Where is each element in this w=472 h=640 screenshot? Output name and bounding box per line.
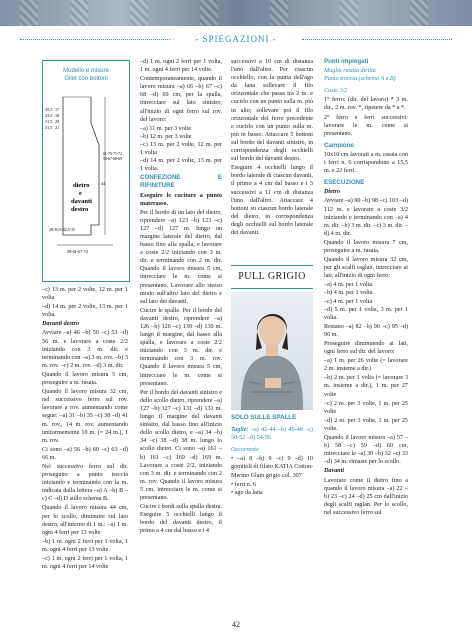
piece-label-2: e — [79, 190, 82, 197]
piece-label-4: destro — [71, 206, 89, 213]
knit-texture-band — [0, 0, 472, 26]
column-1: –c) 13 m. per 2 volte, 12 m. per 1 volta –d) 14 m. per 2 volte, 13 m. per 1 volta. Davanti destro Avviare –a) 46 –b) 50 –c) 53 –d) 56 m. e lavorare a coste 2/2 iniziando con 3 m. dir. e terminando con –a) 3 m. rov. –b) 3 m. rov. –c) 2 m. rov. –d) 3 m. dir. Quando il lavoro misura 5 cm, proseguire a m. rasata. Quando il lavoro misura 32 cm, nel successivo ferro sul rov. lavorare a rov. aumentando come segue: –a) 31 –b) 35 –c) 38 –d) 41 m. rov., 14 m. rov. aumentando uniformemente 10 m. (= 24 m.), 1 m. rov. Ci sono –a) 56 –b) 60 –c) 63 –d) 66 m. Nel successivo ferro sul dir. proseguire a punto treccia iniziando e terminando con la m. indicata dalla lettera –a) A –b) B –c) C –d) D sullo schema B. Quando il lavoro misura 44 cm, per lo scollo, diminuire sul lato destro, all'interno di 1 m.: –a) 1 m. ogni 4 ferri per 13 volte –b) 1 m. ogni 2 ferri per 1 volta, 1 m. ogni 4 ferri per 13 volte –c) 1 m. ogni 2 ferri per 1 volta, 1 m. ogni 4 ferri per 14 volte — [42, 287, 128, 571]
dim-left-1b: 17 — [55, 107, 60, 112]
dim-right-1: 61-70-71-72 — [103, 152, 122, 156]
schematic-diagram — [42, 60, 130, 282]
column-3-specs: SOLO SULLE SPALLE Taglie: –a) 42-44 –b) 46-48 –c) 50-52 –d) 54-56 Occorrente • –a) 8 –b) 9 –c) 9 –d) 10 gomitoli di filato KATIA Cotton-Merino Glam grigio col. 307 • ferri n. 6 • ago da lana — [231, 414, 313, 496]
dim-bottom: 58-61-67-72 — [67, 249, 88, 254]
dim-side: 44 — [101, 181, 106, 186]
diagram-title: Modello e misure Gilet con bottoni — [63, 68, 109, 82]
dim-left-3: 31,5 — [45, 119, 53, 124]
back-outline — [63, 97, 99, 235]
section-header: - SPIEGAZIONI - — [0, 34, 472, 44]
subheading-confezione: CONFEZIONE E RIFINITURE — [140, 174, 222, 190]
page-number: 42 — [232, 620, 240, 629]
column-3: successivi a 10 cm di distanza l'uno dall'altro. Per ciascun occhiello, con la punta dell'ago da lana sollevare il filo orizzontale che passa tra 2 m. e cucirlo con un punto sulla m. più in alto; sollevare poi il filo orizzontale del ferro precedente e cucirlo con un punto sulla m. più in basso. Attaccare 5 bottoni sul bordo del davanti sinistro, in corrispondenza degli occhielli sul bordo del davanti destro. Eseguire 4 occhielli lungo il bordo laterale di ciascun davanti, il primo a 4 cm dal basso e i 3 successivi a 11 cm di distanza l'uno dall'altro. Attaccare 4 bottoni su ciascun bordo laterale del dietro, in corrispondenza degli occhielli sul bordo laterale dei davanti. — [231, 59, 313, 236]
dim-left-4: 31,5 — [45, 125, 53, 130]
dim-left-4b: 21 — [55, 125, 60, 130]
garment-shape — [43, 85, 129, 280]
piece-label-3: davanti — [71, 198, 92, 205]
model-illustration — [231, 292, 313, 410]
column-4: Punti impiegati Maglia rasata diritta Punto treccia (schema A e B) Coste 3/2 1° ferro: (dir. del lavoro) * 3 m. dir., 2 m. rov. *, ripetere da * a *. 2° ferro e ferri successivi: lavorare le m. come si presentano. Campione 10x10 cm lavorati a m. rasata con i ferri n. 6 corrispondono a 15,5 m. e 22 ferri. ESECUZIONE Dietro Avviare –a) 90 –b) 98 –c) 103 –d) 112 m. e lavorare a coste 3/2 iniziando e terminando con –a) 4 m. dir. –b) 3 m. dir. –c) 3 m. dir. –d) 4 m. dir. Quando il lavoro misura 7 cm, proseguire a m. rasata. Quando il lavoro misura 32 cm, per gli scalfi raglan, intrecciare ai lati, all'inizio di ogni ferro: –a) 4 m. per 1 volta –b) 4 m. per 1 volta –c) 4 m. per 1 volta –d) 5 m. per 1 volta, 3 m. per 1 volta. Restano –a) 82 –b) 90 –c) 95 –d) 96 m. Proseguire diminuendo ai lati, ogni ferro sul dir. del lavoro: –a) 1 m. per 26 volte (= lavorare 2 m. insieme a dir.) –b) 2 m. per 1 volta (= lavorare 3 m. insieme a dir.), 1 m. per 27 volte –c) 2 m. per 3 volte, 1 m. per 25 volte –d) 2 m. per 3 volte, 1 m. per 25 volte. Quando il lavoro misura –a) 57 –b) 58 –c) 59 –d) 60 cm, intrecciare le –a) 30 –b) 32 –c) 33 –d) 34 m. rimaste per lo scollo. Davanti Lavorare come il dietro fino a quando il lavoro misura –a) 22 –b) 23 –c) 24 –d) 25 cm dall'inizio degli scalfi raglan. Per lo scollo, nel successivo ferro sul — [324, 58, 408, 516]
subheading-davanti-destro: Davanti destro — [42, 321, 80, 328]
column-2: –d) 1 m. ogni 2 ferri per 1 volta, 1 m. ogni 4 ferri per 14 volte. Contemporaneamente, quando il lavoro misura –a) 66 –b) 67 –c) 68 –d) 69 cm, per la spalla, intrecciare sul lato sinistro, all'inizio di ogni ferro sul rov. del lavoro: –a) 11 m. per 3 volte –b) 12 m. per 3 volte –c) 13 m. per 2 volte, 12 m. per 1 volta –d) 14 m. per 2 volte, 13 m. per 1 volta. CONFEZIONE E RIFINITURE Eseguire le cuciture a punto materasso. Per il bordo di un lato del dietro, riprendere –a) 123 –b) 123 –c) 127 –d) 127 m. lungo un margine laterale del dietro, dal basso fino alla spalla, e lavorare a coste 2/2 iniziando con 3 m. dir. e terminando con 2 m. dir. Quando il lavoro misura 5 cm, intrecciare le m. come si presentano. Lavorare allo stesso modo sull'altro lato del dietro e sul lato dei davanti. Cucire le spalle. Per il bordo del davanti destro, riprendere –a) 126 –b) 126 –c) 130 –d) 130 m. lungo il margine, dal basso alla spalla, e lavorare a coste 2/2 iniziando con 3 m. dir. e terminando con 3 m. rov. Quando il lavoro misura 5 cm, intrecciare le m. come si presentano. Per il bordo del davanti sinistro e dello scollo dietro, riprendere –a) 127 –b) 127 –c) 131 –d) 131 m. lungo il margine del davanti sinistro, dal basso fino all'inizio dello scollo dietro, e –a) 34 –b) 34 –c) 38 –d) 38 m. lungo lo scollo dietro. Ci sono –a) 161 –b) 161 –c) 169 –d) 169 m. Lavorare a coste 2/2, iniziando con 3 m. dir. e terminando con 2 m. rov. Quando il lavoro misura 5 cm, intrecciare le m. come si presentano. Cucire i bordi sulla spalla destra. Eseguire 5 occhielli lungo il bordo del davanti destro, il primo a 4 cm dal basso e i 4 — [140, 59, 223, 535]
dim-left-3b: 20 — [55, 119, 60, 124]
dim-left-2b: 18 — [55, 113, 60, 118]
model-photo — [231, 292, 313, 410]
occorrente-heading: Occorrente — [231, 447, 259, 454]
dim-bottom-inner: 29-30,5-32,5-35 — [49, 227, 75, 232]
punti-heading: Punti impiegati — [324, 58, 369, 65]
esecuzione-heading: ESECUZIONE — [324, 179, 365, 187]
dim-right-2: 56-67-68-69 — [103, 157, 122, 161]
dim-left-2: 33,5 — [45, 113, 53, 118]
pull-grigio-title: PULL GRIGIO — [231, 265, 313, 289]
solo-spalle-heading: SOLO SULLE SPALLE — [231, 414, 297, 421]
dim-left-1: 35,5 — [45, 107, 53, 112]
piece-label-1: dietro — [73, 182, 90, 189]
